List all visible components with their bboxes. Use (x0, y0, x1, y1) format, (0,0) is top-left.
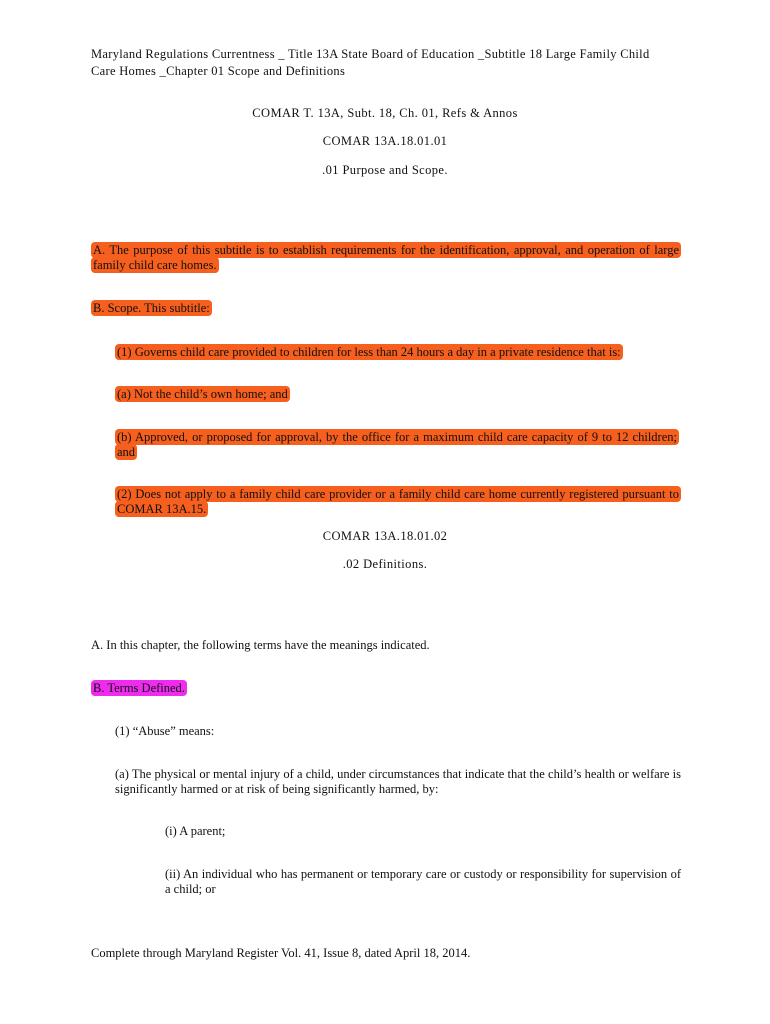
scope-item-b (115, 430, 681, 460)
purpose-paragraph (91, 243, 681, 273)
scope-item-b-text: (b) Approved, or proposed for approval, by the office for a maximum child care capacity of 9 to 12 children; and (117, 430, 677, 459)
abuse-item-i: (i) A parent; (165, 824, 226, 838)
purpose-text: A. The purpose of this subtitle is to establish requirements for the identification, approval, and operation of large family child care homes. (93, 243, 679, 272)
header-line-2: Care Homes _Chapter 01 Scope and Definitions (91, 63, 346, 78)
abuse-item-a: (a) The physical or mental injury of a child, under circumstances that indicate that the child’s health or welfare is significantly harmed or at risk of being significantly harmed, by: (115, 767, 681, 796)
terms-defined-paragraph (91, 681, 681, 696)
section-code-01: COMAR 13A.18.01.01 (322, 134, 448, 148)
document-header (91, 46, 691, 79)
abuse-item-ii: (ii) An individual who has permanent or temporary care or custody or responsibility for supervision of a child; or (165, 867, 681, 896)
scope-paragraph (91, 301, 681, 316)
scope-item-2-text: (2) Does not apply to a family child care provider or a family child care home currently registered pursuant to COMAR 13A.15. (117, 487, 679, 516)
abuse-definition: (1) “Abuse” means: (115, 724, 215, 738)
scope-item-1 (115, 345, 681, 360)
scope-text: B. Scope. This subtitle: (93, 301, 210, 315)
comar-reference: COMAR T. 13A, Subt. 18, Ch. 01, Refs & Annos (252, 106, 518, 120)
scope-item-a (115, 387, 681, 402)
definitions-intro: A. In this chapter, the following terms have the meanings indicated. (91, 638, 430, 652)
scope-item-a-text: (a) Not the child’s own home; and (117, 387, 288, 401)
scope-item-2 (115, 487, 681, 517)
scope-item-1-text: (1) Governs child care provided to children for less than 24 hours a day in a private residence that is: (117, 345, 621, 359)
section-title-01: .01 Purpose and Scope. (322, 163, 448, 177)
terms-defined-text: B. Terms Defined. (93, 681, 185, 695)
document-footer: Complete through Maryland Register Vol. 41, Issue 8, dated April 18, 2014. (91, 946, 471, 960)
section-title-02: .02 Definitions. (342, 557, 428, 571)
header-line-1: Maryland Regulations Currentness _ Title 13A State Board of Education _Subtitle 18 Large Family Child (91, 47, 650, 61)
section-code-02: COMAR 13A.18.01.02 (322, 529, 448, 543)
